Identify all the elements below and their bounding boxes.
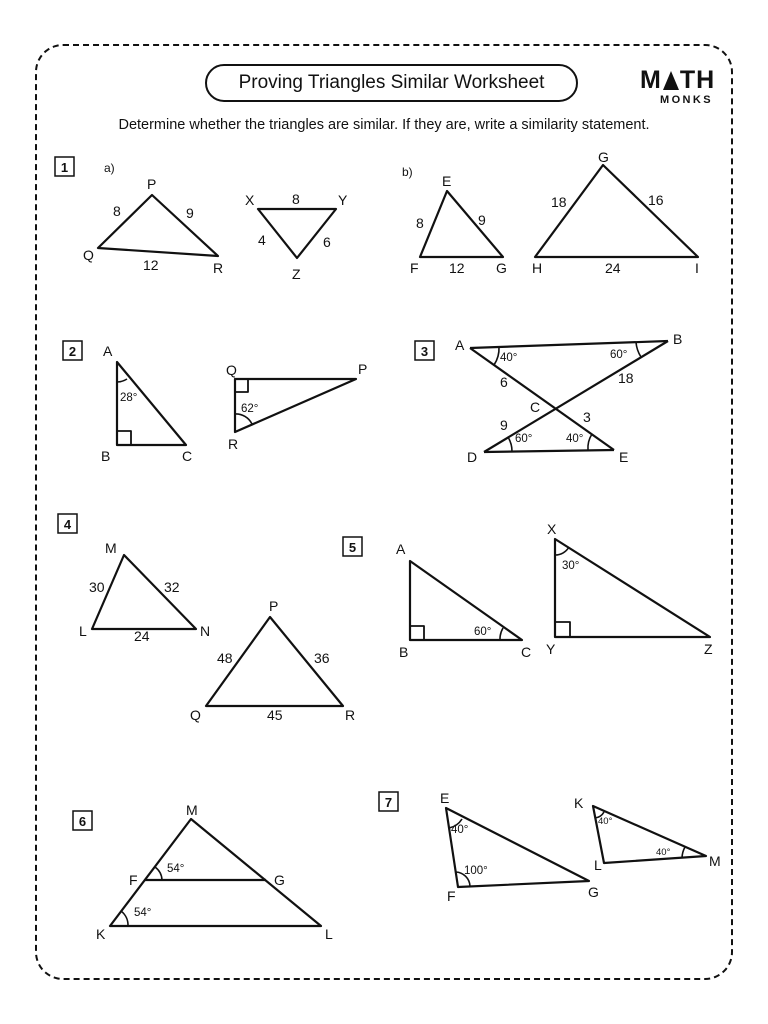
side-mn: 32 [164,579,180,595]
angle-arc-a-2 [117,379,127,382]
side-hi: 24 [605,260,621,276]
problem-number-4: 4 [63,517,72,532]
angle-arc-a-3 [494,347,499,365]
angle-e-3: 40° [566,433,584,445]
problem-number-7: 7 [384,795,393,810]
vertex-f-1: F [410,260,419,276]
vertex-f-7: F [447,888,456,904]
triangle-ghi [535,165,698,257]
logo-letter-m: M [640,66,662,94]
point-m-6: M [186,802,198,818]
segment-ac-length: 6 [500,374,508,390]
vertex-b-5: B [399,644,409,660]
angle-b-3: 60° [610,349,628,361]
point-e-3: E [619,449,629,465]
angle-k-6: 54° [134,907,152,919]
side-ln: 24 [134,628,150,644]
side-yz: 6 [323,234,331,250]
angle-x-5: 30° [562,560,580,572]
vertex-g-2: G [598,149,609,165]
angle-a-3: 40° [500,352,518,364]
angle-arc-d-3 [508,437,512,452]
vertex-e-1: E [442,173,452,189]
side-qr: 12 [143,257,159,273]
segment-ab [470,341,668,348]
triangle-klm [593,806,706,863]
triangle-mln [92,555,196,629]
vertex-r: R [213,260,224,276]
vertex-p: P [147,176,157,192]
vertex-a-5: A [396,541,406,557]
point-c-3: C [530,399,541,415]
segment-ce-length: 3 [583,409,591,425]
vertex-x: X [245,192,255,208]
angle-a-2: 28° [120,392,138,404]
vertex-m-4: M [105,540,117,556]
side-pr-4: 36 [314,650,330,666]
part-b-label: b) [402,165,413,179]
vertex-i: I [695,260,699,276]
point-k-6: K [96,926,106,942]
vertex-r-4: R [345,707,356,723]
triangle-abc-5 [410,561,522,640]
vertex-z-5: Z [704,641,713,657]
vertex-y-5: Y [546,641,556,657]
angle-arc-c-5 [500,628,503,640]
segment-cd-length: 9 [500,417,508,433]
triangle-efg [420,191,503,257]
side-xz: 4 [258,232,266,248]
vertex-q: Q [83,247,94,263]
triangle-xyz-5 [555,539,710,637]
logo-subtitle: MONKS [660,94,713,106]
point-b-3: B [673,331,683,347]
vertex-y: Y [338,192,348,208]
side-gh: 18 [551,194,567,210]
right-angle-b [117,431,131,445]
vertex-m-7: M [709,853,721,869]
problem-number-6: 6 [78,814,87,829]
angle-arc-b-3 [636,342,641,357]
angle-k-7: 40° [598,816,613,827]
vertex-e-7: E [440,790,450,806]
right-angle-q [235,379,248,392]
angle-d-3: 60° [515,433,533,445]
problem-number-1: 1 [60,160,69,175]
angle-arc-m-7 [682,847,685,858]
right-angle-y [555,622,570,637]
angle-f-7: 100° [464,865,488,877]
vertex-k-7: K [574,795,584,811]
side-fg: 12 [449,260,465,276]
point-f-6: F [129,872,138,888]
problem-number-3: 3 [420,344,429,359]
problem-number-2: 2 [68,344,77,359]
angle-arc-e-3 [588,434,592,450]
vertex-h: H [532,260,543,276]
side-pr: 9 [186,205,194,221]
vertex-r-2: R [228,436,239,452]
side-ef: 8 [416,215,424,231]
logo-letters-th: TH [679,66,716,94]
side-pq-4: 48 [217,650,233,666]
side-qr-4: 45 [267,707,283,723]
angle-m-7: 40° [656,847,671,858]
side-eg: 9 [478,212,486,228]
vertex-a-2: A [103,343,113,359]
side-pq: 8 [113,203,121,219]
vertex-z: Z [292,266,301,282]
angle-arc-f [155,867,162,880]
segment-de [484,450,614,452]
title-text: Proving Triangles Similar Worksheet [238,72,545,93]
point-a-3: A [455,337,465,353]
vertex-c-5: C [521,644,532,660]
vertex-g-1: G [496,260,507,276]
point-d-3: D [467,449,478,465]
vertex-q-2: Q [226,362,237,378]
angle-arc-x [555,547,569,555]
vertex-l-4: L [79,623,87,639]
point-l-6: L [325,926,333,942]
vertex-b-2: B [101,448,111,464]
angle-c-5: 60° [474,626,492,638]
point-g-6: G [274,872,285,888]
side-xy: 8 [292,191,300,207]
part-a-label: a) [104,161,115,175]
angle-e-7: 40° [451,824,469,836]
vertex-l-7: L [594,857,602,873]
angle-arc-r-2 [235,414,252,424]
side-gi: 16 [648,192,664,208]
vertex-n-4: N [200,623,211,639]
problem-number-5: 5 [348,540,357,555]
vertex-p-4: P [269,598,279,614]
angle-arc-k [121,911,128,926]
vertex-x-5: X [547,521,557,537]
vertex-g-7: G [588,884,599,900]
right-angle-b-5 [410,626,424,640]
vertex-p-2: P [358,361,368,377]
instructions: Determine whether the triangles are similar. If they are, write a similarity statement. [118,117,650,133]
angle-f-6: 54° [167,863,185,875]
segment-bc-length: 18 [618,370,634,386]
angle-r-2: 62° [241,403,259,415]
side-lm: 30 [89,579,105,595]
vertex-c-2: C [182,448,193,464]
vertex-q-4: Q [190,707,201,723]
